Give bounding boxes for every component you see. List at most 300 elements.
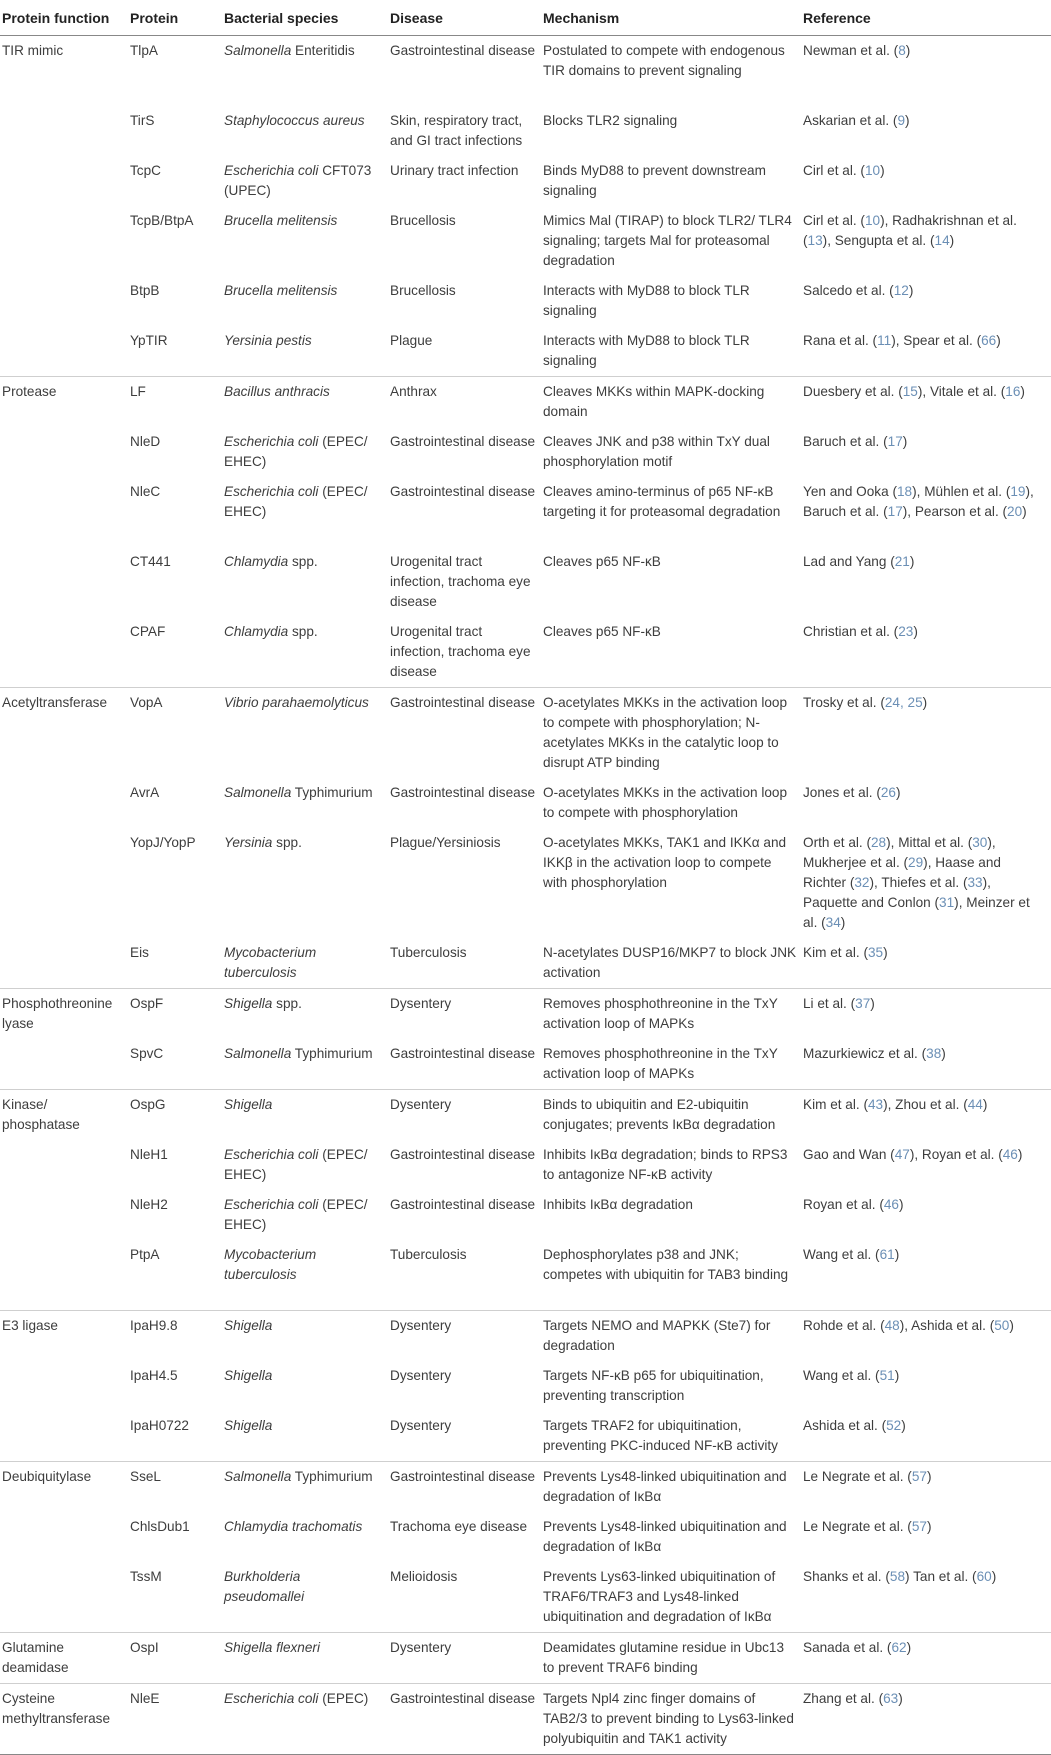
header-protein-function: Protein function (0, 0, 130, 36)
cell-mechanism: O-acetylates MKKs in the activation loop to compete with phosphorylation; N-acetylates MKKs in the catalytic loop to disrupt ATP binding (543, 688, 803, 779)
reference-number-link[interactable]: 15 (902, 384, 918, 399)
species-suffix: CFT073 (UPEC) (224, 163, 372, 198)
cell-protein-function (0, 276, 130, 326)
cell-protein-function (0, 617, 130, 688)
cell-protein: IpaH9.8 (130, 1311, 224, 1362)
cell-mechanism: Cleaves amino-terminus of p65 NF-κB targeting it for proteasomal degradation (543, 484, 781, 519)
cell-reference: Orth et al. (28), Mittal et al. (30), Mukherjee et al. (29), Haase and Richter (32), Thiefes et al. (33), Paquette and Conlon (31), Meinzer et al. (34) (803, 835, 1030, 930)
cell-disease: Gastrointestinal disease (390, 434, 536, 449)
cell-bacterial-species (224, 1190, 390, 1240)
table-row (0, 778, 1051, 828)
cell-mechanism: Prevents Lys63-linked ubiquitination of TRAF6/TRAF3 and Lys48-linked ubiquitination and degradation of IκBα (543, 1569, 776, 1624)
table-row (0, 1633, 1051, 1684)
species-suffix: spp. (272, 835, 302, 850)
reference-number-link[interactable]: 66 (981, 333, 997, 348)
species-italic: Shigella (224, 1418, 273, 1433)
cell-protein: CT441 (130, 554, 171, 569)
table-body (0, 36, 1051, 1755)
species-italic: Chlamydia (224, 624, 289, 639)
cell-reference: Newman et al. (8) (803, 36, 1051, 107)
cell-disease: Dysentery (390, 989, 543, 1040)
species-italic: Salmonella (224, 1469, 292, 1484)
cell-protein: LF (130, 377, 224, 428)
reference-number-link[interactable]: 35 (867, 945, 884, 960)
reference-number-link[interactable]: 17 (887, 504, 903, 519)
species-italic: Chlamydia (224, 554, 289, 569)
cell-protein-function (0, 427, 130, 477)
table-row (0, 1311, 1051, 1362)
cell-protein-function (0, 1562, 130, 1633)
cell-bacterial-species (224, 1684, 390, 1755)
cell-protein-function: TIR mimic (0, 36, 130, 107)
cell-disease: Gastrointestinal disease (390, 688, 543, 779)
table-row (0, 617, 1051, 688)
species-italic: Salmonella (224, 785, 292, 800)
reference-number-link[interactable]: 57 (911, 1519, 927, 1534)
cell-disease: Gastrointestinal disease (390, 484, 536, 499)
reference-number-link[interactable]: 14 (934, 233, 950, 248)
species-italic: Escherichia coli (224, 163, 319, 178)
cell-disease: Trachoma eye disease (390, 1519, 528, 1534)
cell-disease: Dysentery (390, 1311, 543, 1362)
cell-disease: Gastrointestinal disease (390, 1462, 543, 1513)
reference-number-link[interactable]: 60 (976, 1569, 992, 1584)
cell-bacterial-species (224, 1512, 390, 1562)
reference-number-link[interactable]: 46 (883, 1197, 899, 1212)
cell-disease: Gastrointestinal disease (390, 1046, 536, 1061)
cell-reference: Li et al. (37) (803, 989, 1051, 1040)
cell-mechanism: Blocks TLR2 signaling (543, 113, 678, 128)
cell-reference: Cirl et al. (10), Radhakrishnan et al. (13), Sengupta et al. (14) (803, 213, 1017, 248)
cell-mechanism: Inhibits IκBα degradation (543, 1197, 693, 1212)
cell-mechanism: O-acetylates MKKs in the activation loop to compete with phosphorylation (543, 785, 788, 820)
species-suffix: (EPEC/ EHEC) (224, 1197, 368, 1232)
table-row (0, 156, 1051, 206)
reference-number-link[interactable]: 32 (854, 875, 870, 890)
cell-protein-function (0, 477, 130, 547)
reference-number-link[interactable]: 10 (864, 213, 881, 228)
reference-number-link[interactable]: 52 (886, 1418, 902, 1433)
cell-mechanism: Targets Npl4 zinc finger domains of TAB2/3 to prevent binding to Lys63-linked polyubiquitin and TAK1 activity (543, 1684, 803, 1755)
cell-mechanism: Targets NEMO and MAPKK (Ste7) for degradation (543, 1311, 803, 1362)
table-row (0, 1039, 1051, 1090)
cell-disease: Dysentery (390, 1090, 543, 1141)
cell-protein: NleE (130, 1684, 224, 1755)
table-row (0, 1562, 1051, 1633)
table-row (0, 206, 1051, 276)
species-italic: Shigella (224, 996, 273, 1011)
reference-number-link[interactable]: 47 (894, 1147, 910, 1162)
reference-number-link[interactable]: 13 (807, 233, 823, 248)
cell-disease: Tuberculosis (390, 1247, 467, 1262)
cell-protein-function: Kinase/ phosphatase (0, 1090, 130, 1141)
reference-number-link[interactable]: 11 (877, 333, 892, 348)
cell-disease: Gastrointestinal disease (390, 36, 543, 107)
reference-number-link[interactable]: 29 (908, 855, 924, 870)
cell-disease: Skin, respiratory tract, and GI tract infections (390, 113, 523, 148)
cell-reference: Royan et al. (46) (803, 1197, 904, 1212)
cell-disease: Dysentery (390, 1418, 452, 1433)
species-italic: Shigella flexneri (224, 1640, 320, 1655)
cell-bacterial-species (224, 1140, 390, 1190)
species-suffix: Typhimurium (291, 1046, 373, 1061)
species-suffix: spp. (272, 996, 302, 1011)
cell-mechanism: Deamidates glutamine residue in Ubc13 to prevent TRAF6 binding (543, 1633, 803, 1684)
cell-protein-function: Deubiquitylase (0, 1462, 130, 1513)
cell-reference: Le Negrate et al. (57) (803, 1462, 1051, 1513)
cell-protein-function (0, 547, 130, 617)
cell-mechanism: N-acetylates DUSP16/MKP7 to block JNK activation (543, 945, 797, 980)
table-row (0, 427, 1051, 477)
cell-protein: NleH1 (130, 1147, 168, 1162)
cell-bacterial-species (224, 1633, 390, 1684)
cell-disease: Plague (390, 333, 433, 348)
cell-protein-function: E3 ligase (0, 1311, 130, 1362)
species-suffix: (EPEC/ EHEC) (224, 484, 368, 519)
reference-number-link[interactable]: 31 (939, 895, 955, 910)
cell-protein-function (0, 156, 130, 206)
cell-disease: Brucellosis (390, 283, 456, 298)
cell-protein-function (0, 206, 130, 276)
species-italic: Salmonella (224, 43, 292, 58)
cell-protein-function (0, 1512, 130, 1562)
cell-bacterial-species (224, 477, 390, 547)
reference-number-link[interactable]: 19 (1010, 484, 1026, 499)
table-row (0, 106, 1051, 156)
reference-number-link[interactable]: 21 (894, 554, 910, 569)
cell-disease: Urogenital tract infection, trachoma eye disease (390, 624, 531, 679)
cell-reference: Gao and Wan (47), Royan et al. (46) (803, 1147, 1023, 1162)
cell-mechanism: Postulated to compete with endogenous TIR domains to prevent signaling (543, 36, 803, 107)
cell-bacterial-species (224, 1411, 390, 1462)
species-italic: Shigella (224, 1097, 273, 1112)
species-italic: Staphylococcus aureus (224, 113, 365, 128)
cell-disease: Tuberculosis (390, 945, 467, 960)
cell-protein-function: Protease (0, 377, 130, 428)
cell-mechanism: Removes phosphothreonine in the TxY activation loop of MAPKs (543, 989, 803, 1040)
cell-protein: CPAF (130, 624, 166, 639)
cell-bacterial-species (224, 828, 390, 938)
cell-protein: TcpC (130, 163, 161, 178)
cell-mechanism: Interacts with MyD88 to block TLR signaling (543, 333, 750, 368)
cell-protein-function: Acetyltransferase (0, 688, 130, 779)
cell-mechanism: Removes phosphothreonine in the TxY activation loop of MAPKs (543, 1046, 778, 1081)
cell-protein-function (0, 106, 130, 156)
cell-reference: Le Negrate et al. (57) (803, 1519, 932, 1534)
species-suffix: spp. (288, 554, 318, 569)
reference-number-link[interactable]: 57 (911, 1469, 927, 1484)
cell-protein-function (0, 326, 130, 377)
cell-protein-function (0, 1240, 130, 1311)
cell-bacterial-species (224, 106, 390, 156)
cell-reference: Kim et al. (35) (803, 945, 888, 960)
cell-protein: OspG (130, 1090, 224, 1141)
cell-protein: NleH2 (130, 1197, 168, 1212)
table-row (0, 1411, 1051, 1462)
cell-protein: IpaH4.5 (130, 1368, 178, 1383)
cell-bacterial-species (224, 778, 390, 828)
table-row (0, 1190, 1051, 1240)
table-row (0, 1140, 1051, 1190)
species-italic: Escherichia coli (224, 434, 319, 449)
cell-reference: Salcedo et al. (12) (803, 283, 914, 298)
table-row (0, 326, 1051, 377)
reference-number-link[interactable]: 48 (884, 1318, 900, 1333)
cell-protein: NleD (130, 434, 161, 449)
cell-reference: Duesbery et al. (15), Vitale et al. (16) (803, 377, 1051, 428)
reference-number-link[interactable]: 9 (897, 113, 906, 128)
reference-number-link[interactable]: 28 (871, 835, 887, 850)
reference-number-link[interactable]: 20 (1007, 504, 1023, 519)
cell-mechanism: Prevents Lys48-linked ubiquitination and degradation of IκBα (543, 1519, 787, 1554)
cell-disease: Gastrointestinal disease (390, 1147, 536, 1162)
cell-reference: Ashida et al. (52) (803, 1418, 906, 1433)
cell-reference: Wang et al. (61) (803, 1247, 900, 1262)
species-italic: Bacillus anthracis (224, 384, 330, 399)
cell-bacterial-species (224, 1462, 390, 1513)
reference-number-link[interactable]: 33 (967, 875, 983, 890)
table-row (0, 477, 1051, 547)
species-italic: Yersinia pestis (224, 333, 312, 348)
cell-reference: Zhang et al. (63) (803, 1684, 1051, 1755)
table-row (0, 276, 1051, 326)
cell-reference: Mazurkiewicz et al. (38) (803, 1046, 946, 1061)
cell-protein-function (0, 938, 130, 989)
cell-reference: Baruch et al. (17) (803, 434, 908, 449)
cell-mechanism: Prevents Lys48-linked ubiquitination and degradation of IκBα (543, 1462, 803, 1513)
species-suffix: Enteritidis (291, 43, 355, 58)
table-row (0, 1462, 1051, 1513)
reference-number-link[interactable]: 16 (1005, 384, 1021, 399)
cell-reference: Kim et al. (43), Zhou et al. (44) (803, 1090, 1051, 1141)
reference-number-link[interactable]: 51 (879, 1368, 895, 1383)
cell-reference: Wang et al. (51) (803, 1368, 900, 1383)
species-italic: Brucella melitensis (224, 213, 338, 228)
table-row (0, 1090, 1051, 1141)
cell-bacterial-species (224, 1039, 390, 1090)
cell-protein: IpaH0722 (130, 1418, 189, 1433)
table-row (0, 1684, 1051, 1755)
cell-mechanism: Binds MyD88 to prevent downstream signaling (543, 163, 766, 198)
cell-protein-function (0, 828, 130, 938)
reference-number-link[interactable]: 63 (883, 1691, 899, 1706)
reference-number-link[interactable]: 58 (889, 1569, 906, 1584)
cell-protein: TcpB/BtpA (130, 213, 194, 228)
species-italic: Burkholderia pseudomallei (224, 1569, 305, 1604)
cell-mechanism: Targets TRAF2 for ubiquitination, preventing PKC-induced NF-κB activity (543, 1418, 778, 1453)
table-row (0, 1512, 1051, 1562)
cell-bacterial-species (224, 206, 390, 276)
cell-protein-function: Phosphothreonine lyase (0, 989, 130, 1040)
reference-number-link[interactable]: 26 (880, 785, 896, 800)
cell-bacterial-species (224, 1240, 390, 1311)
cell-disease: Anthrax (390, 377, 543, 428)
cell-mechanism: Cleaves JNK and p38 within TxY dual phosphorylation motif (543, 434, 770, 469)
table-row (0, 989, 1051, 1040)
cell-protein: NleC (130, 484, 161, 499)
cell-protein: YopJ/YopP (130, 835, 196, 850)
reference-number-link[interactable]: 30 (972, 835, 988, 850)
cell-protein: AvrA (130, 785, 160, 800)
reference-number-link[interactable]: 38 (926, 1046, 942, 1061)
cell-mechanism: Mimics Mal (TIRAP) to block TLR2/ TLR4 signaling; targets Mal for proteasomal degradation (543, 213, 792, 268)
cell-bacterial-species (224, 377, 390, 428)
header-protein: Protein (130, 0, 224, 36)
cell-protein-function: Cysteine methyltransferase (0, 1684, 130, 1755)
reference-number-link[interactable]: 44 (967, 1097, 983, 1112)
cell-mechanism: Cleaves MKKs within MAPK-docking domain (543, 377, 803, 428)
table-row (0, 938, 1051, 989)
cell-disease: Melioidosis (390, 1569, 458, 1584)
species-suffix: (EPEC/ EHEC) (224, 434, 368, 469)
reference-number-link[interactable]: 23 (898, 624, 914, 639)
cell-reference: Jones et al. (26) (803, 785, 901, 800)
reference-number-link[interactable]: 18 (896, 484, 913, 499)
table-row (0, 377, 1051, 428)
cell-protein: TssM (130, 1569, 162, 1584)
header-bacterial-species: Bacterial species (224, 0, 390, 36)
cell-protein: TlpA (130, 36, 224, 107)
species-italic: Escherichia coli (224, 1147, 319, 1162)
cell-protein-function (0, 1039, 130, 1090)
species-italic: Shigella (224, 1318, 273, 1333)
cell-disease: Dysentery (390, 1368, 452, 1383)
cell-reference: Rana et al. (11), Spear et al. (66) (803, 333, 1001, 348)
cell-mechanism: Interacts with MyD88 to block TLR signaling (543, 283, 750, 318)
species-italic: Salmonella (224, 1046, 292, 1061)
cell-reference: Shanks et al. (58) Tan et al. (60) (803, 1569, 997, 1584)
table-row (0, 36, 1051, 107)
cell-disease: Urinary tract infection (390, 163, 519, 178)
header-mechanism: Mechanism (543, 0, 803, 36)
cell-protein: VopA (130, 688, 224, 779)
cell-protein-function: Glutamine deamidase (0, 1633, 130, 1684)
cell-bacterial-species (224, 326, 390, 377)
reference-number-link[interactable]: 8 (898, 43, 906, 58)
table-row (0, 688, 1051, 779)
cell-bacterial-species (224, 938, 390, 989)
table-row (0, 1240, 1051, 1311)
cell-reference: Christian et al. (23) (803, 624, 918, 639)
reference-number-link[interactable]: 10 (864, 163, 881, 178)
header-disease: Disease (390, 0, 543, 36)
cell-protein-function (0, 1411, 130, 1462)
species-suffix: Typhimurium (291, 1469, 373, 1484)
cell-protein-function (0, 1140, 130, 1190)
cell-mechanism: Cleaves p65 NF-κB (543, 624, 661, 639)
cell-protein: OspF (130, 989, 224, 1040)
reference-number-link[interactable]: 24, 25 (884, 695, 923, 710)
species-suffix: spp. (288, 624, 318, 639)
cell-reference: Askarian et al. (9) (803, 113, 910, 128)
cell-disease: Gastrointestinal disease (390, 1197, 536, 1212)
cell-bacterial-species (224, 1311, 390, 1362)
reference-number-link[interactable]: 12 (893, 283, 909, 298)
species-italic: Vibrio parahaemolyticus (224, 695, 369, 710)
reference-number-link[interactable]: 61 (879, 1247, 895, 1262)
cell-protein: SpvC (130, 1046, 164, 1061)
reference-number-link[interactable]: 43 (867, 1097, 884, 1112)
cell-reference: Cirl et al. (10) (803, 163, 885, 178)
species-italic: Escherichia coli (224, 1691, 319, 1706)
reference-number-link[interactable]: 46 (1002, 1147, 1018, 1162)
cell-bacterial-species (224, 547, 390, 617)
cell-mechanism: Inhibits IκBα degradation; binds to RPS3 to antagonize NF-κB activity (543, 1147, 788, 1182)
cell-protein-function (0, 778, 130, 828)
reference-number-link[interactable]: 17 (887, 434, 903, 449)
cell-disease: Plague/Yersiniosis (390, 835, 501, 850)
cell-bacterial-species (224, 617, 390, 688)
cell-protein: SseL (130, 1462, 224, 1513)
table-row (0, 547, 1051, 617)
cell-bacterial-species (224, 427, 390, 477)
cell-bacterial-species (224, 1562, 390, 1633)
cell-mechanism: Binds to ubiquitin and E2-ubiquitin conjugates; prevents IκBα degradation (543, 1090, 803, 1141)
cell-protein: TirS (130, 113, 155, 128)
cell-disease: Brucellosis (390, 213, 456, 228)
cell-mechanism: Dephosphorylates p38 and JNK; competes with ubiquitin for TAB3 binding (543, 1247, 789, 1282)
species-italic: Shigella (224, 1368, 273, 1383)
cell-disease: Urogenital tract infection, trachoma eye disease (390, 554, 531, 609)
reference-number-link[interactable]: 37 (855, 996, 871, 1011)
species-italic: Mycobacterium tuberculosis (224, 945, 317, 980)
species-suffix: (EPEC) (318, 1691, 369, 1706)
species-italic: Yersinia (224, 835, 273, 850)
reference-number-link[interactable]: 34 (825, 915, 841, 930)
cell-protein: ChlsDub1 (130, 1519, 190, 1534)
cell-bacterial-species (224, 156, 390, 206)
cell-protein-function (0, 1361, 130, 1411)
cell-reference: Rohde et al. (48), Ashida et al. (50) (803, 1311, 1051, 1362)
cell-bacterial-species (224, 989, 390, 1040)
species-italic: Escherichia coli (224, 1197, 319, 1212)
cell-disease: Dysentery (390, 1633, 543, 1684)
cell-bacterial-species (224, 688, 390, 779)
cell-reference: Yen and Ooka (18), Mühlen et al. (19), Baruch et al. (17), Pearson et al. (20) (803, 484, 1034, 519)
cell-bacterial-species (224, 1361, 390, 1411)
cell-disease: Gastrointestinal disease (390, 785, 536, 800)
cell-bacterial-species (224, 36, 390, 107)
table-row (0, 828, 1051, 938)
cell-bacterial-species (224, 1090, 390, 1141)
cell-mechanism: Cleaves p65 NF-κB (543, 554, 661, 569)
cell-protein: Eis (130, 945, 149, 960)
cell-mechanism: Targets NF-κB p65 for ubiquitination, preventing transcription (543, 1368, 764, 1403)
cell-reference: Trosky et al. (24, 25) (803, 688, 1051, 779)
cell-protein-function (0, 1190, 130, 1240)
cell-protein: YpTIR (130, 333, 168, 348)
species-italic: Mycobacterium tuberculosis (224, 1247, 317, 1282)
cell-reference: Sanada et al. (62) (803, 1633, 1051, 1684)
header-row (0, 0, 1051, 36)
cell-disease: Gastrointestinal disease (390, 1684, 543, 1755)
cell-bacterial-species (224, 276, 390, 326)
header-reference: Reference (803, 0, 1051, 36)
cell-protein: BtpB (130, 283, 160, 298)
table-row (0, 1361, 1051, 1411)
species-italic: Brucella melitensis (224, 283, 338, 298)
cell-protein: PtpA (130, 1247, 160, 1262)
species-italic: Escherichia coli (224, 484, 319, 499)
species-suffix: (EPEC/ EHEC) (224, 1147, 368, 1182)
species-suffix: Typhimurium (291, 785, 373, 800)
cell-mechanism: O-acetylates MKKs, TAK1 and IKKα and IKKβ in the activation loop to compete with phosphorylation (543, 835, 787, 890)
species-italic: Chlamydia trachomatis (224, 1519, 363, 1534)
cell-protein: OspI (130, 1633, 224, 1684)
cell-reference: Lad and Yang (21) (803, 554, 915, 569)
reference-number-link[interactable]: 50 (994, 1318, 1010, 1333)
reference-number-link[interactable]: 62 (891, 1640, 907, 1655)
